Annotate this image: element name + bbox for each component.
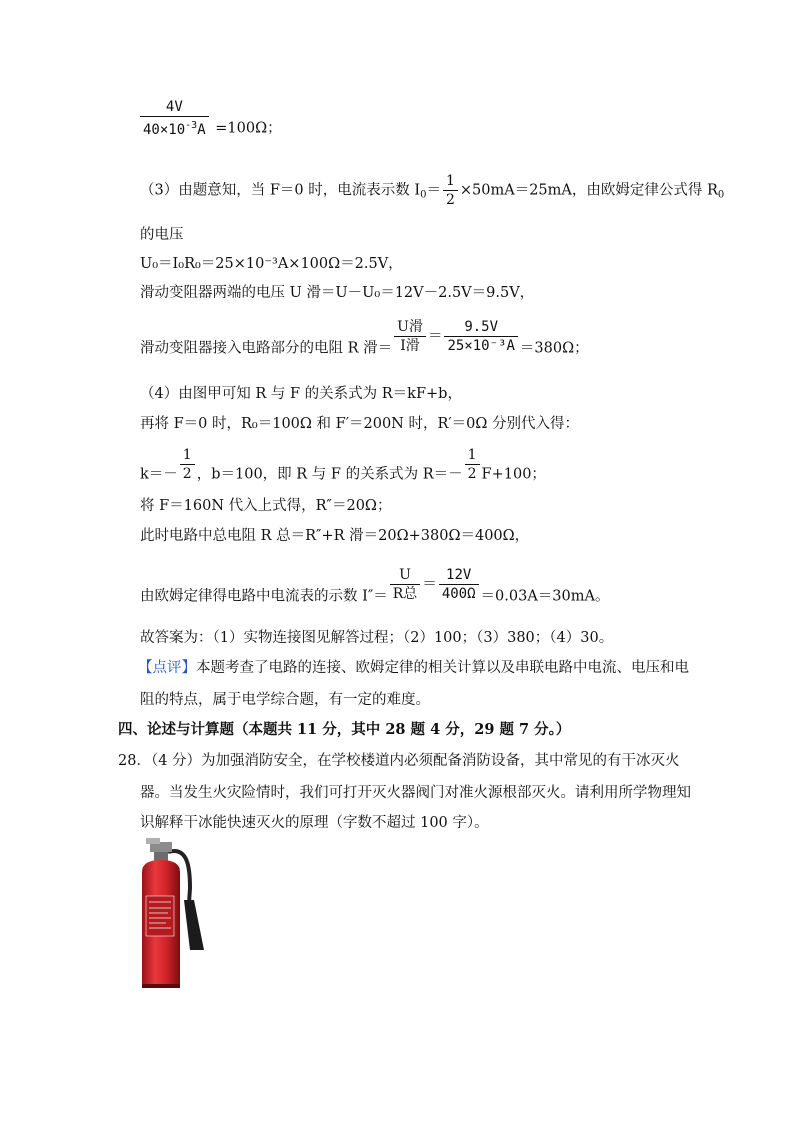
fire-extinguisher-image	[128, 838, 218, 990]
fraction-u-over-i	[394, 318, 426, 355]
fraction-9v5	[444, 318, 517, 355]
fraction-half-k	[180, 446, 195, 483]
p4-line6	[140, 566, 609, 607]
comment-tag: 【点评】	[138, 660, 196, 676]
p3-line1-b: ×50mA＝25mA，由欧姆定律公式得 R	[459, 182, 718, 199]
comment-line2: 阻的特点，属于电学综合题，有一定的难度。	[140, 692, 430, 708]
fraction-half	[443, 172, 458, 209]
p4-line6-a: 由欧姆定律得电路中电流表的示数 I″＝	[140, 588, 388, 605]
p3-line5-b: ＝380Ω；	[519, 340, 589, 357]
p3-line2: 的电压	[140, 227, 184, 243]
f1-num: U滑	[397, 319, 423, 335]
den-unit: A	[197, 122, 206, 138]
fraction-4v	[140, 98, 209, 139]
q28-line3: 识解释干冰能快速灭火的原理（字数不超过 100 字）。	[140, 815, 489, 831]
k-den: 2	[180, 464, 195, 483]
r-num: 1	[467, 447, 477, 463]
p3-line5-eq: ＝	[427, 328, 443, 345]
p3-line1-sub: 0	[420, 189, 427, 201]
half-den: 2	[443, 190, 458, 209]
p4-line3-c: F+100；	[481, 466, 546, 483]
p3-line1-sub2: 0	[717, 189, 725, 201]
p4-line1: （4）由图甲可知 R 与 F 的关系式为 R＝kF+b，	[140, 386, 462, 402]
fraction-half-r	[465, 446, 480, 483]
fraction-result: =100Ω；	[215, 120, 282, 137]
k-num: 1	[182, 447, 192, 463]
p4-line6-eq: ＝	[422, 576, 437, 593]
answer-line: 故答案为：（1）实物连接图见解答过程；（2）100；（3）380；（4）30。	[140, 630, 614, 646]
p4-line2: 再将 F＝0 时，R₀＝100Ω 和 F′＝200N 时，R′＝0Ω 分别代入得：	[140, 416, 580, 432]
p3-line1-a: （3）由题意知，当 F＝0 时，电流表示数 I	[140, 182, 421, 199]
half-num: 1	[445, 173, 455, 189]
p3-line3: U₀＝I₀R₀＝25×10⁻³A×100Ω＝2.5V，	[140, 256, 403, 272]
base	[142, 984, 180, 988]
p3-line1	[140, 172, 724, 209]
f1-den: I滑	[394, 336, 426, 355]
p4-line3	[140, 446, 546, 485]
f2-den: 25×10⁻³A	[444, 336, 517, 355]
p4-line3-b: ，b＝100，即 R 与 F 的关系式为 R＝－	[196, 466, 463, 483]
section-title: 四、论述与计算题（本题共 11 分，其中 28 题 4 分，29 题 7 分。）	[118, 721, 571, 738]
p4-line3-a: k＝－	[140, 466, 178, 483]
den-base: 40×10	[143, 122, 186, 138]
q28-line1: 28．（4 分）为加强消防安全，在学校楼道内必须配备消防设备，其中常见的有干冰灭火	[118, 753, 680, 769]
handle	[146, 838, 160, 844]
ur-den: R总	[390, 584, 421, 603]
p3-line5	[140, 318, 589, 359]
horn	[184, 900, 204, 950]
q28-line2: 器。当发生火灾险情时，我们可打开灭火器阀门对准火源根部灭火。请利用所学物理知	[140, 785, 691, 801]
p4-line4: 将 F＝160N 代入上式得，R″＝20Ω；	[140, 498, 392, 514]
comment-line1	[138, 658, 689, 678]
p3-line4: 滑动变阻器两端的电压 U 滑＝U－U₀＝12V－2.5V＝9.5V，	[140, 285, 535, 301]
v-den: 400Ω	[439, 584, 479, 603]
fraction-12v	[439, 566, 479, 603]
f2-num: 9.5V	[464, 319, 499, 335]
fraction-denominator	[140, 116, 209, 139]
v-num: 12V	[446, 567, 472, 583]
fraction-numerator: 4V	[165, 99, 183, 115]
r-den: 2	[465, 464, 480, 483]
den-exponent: -3	[185, 120, 198, 131]
p3-line1-eq: ＝	[426, 182, 441, 199]
top-fraction-line	[138, 98, 282, 139]
comment-text1: 本题考查了电路的连接、欧姆定律的相关计算以及串联电路中电流、电压和电	[196, 660, 689, 676]
p3-line5-a: 滑动变阻器接入电路部分的电阻 R 滑＝	[140, 340, 393, 357]
p4-line6-b: ＝0.03A＝30mA。	[480, 588, 610, 605]
p4-line5: 此时电路中总电阻 R 总＝R″+R 滑＝20Ω+380Ω＝400Ω，	[140, 528, 530, 544]
fraction-u-over-r	[390, 566, 421, 603]
ur-num: U	[399, 567, 411, 583]
